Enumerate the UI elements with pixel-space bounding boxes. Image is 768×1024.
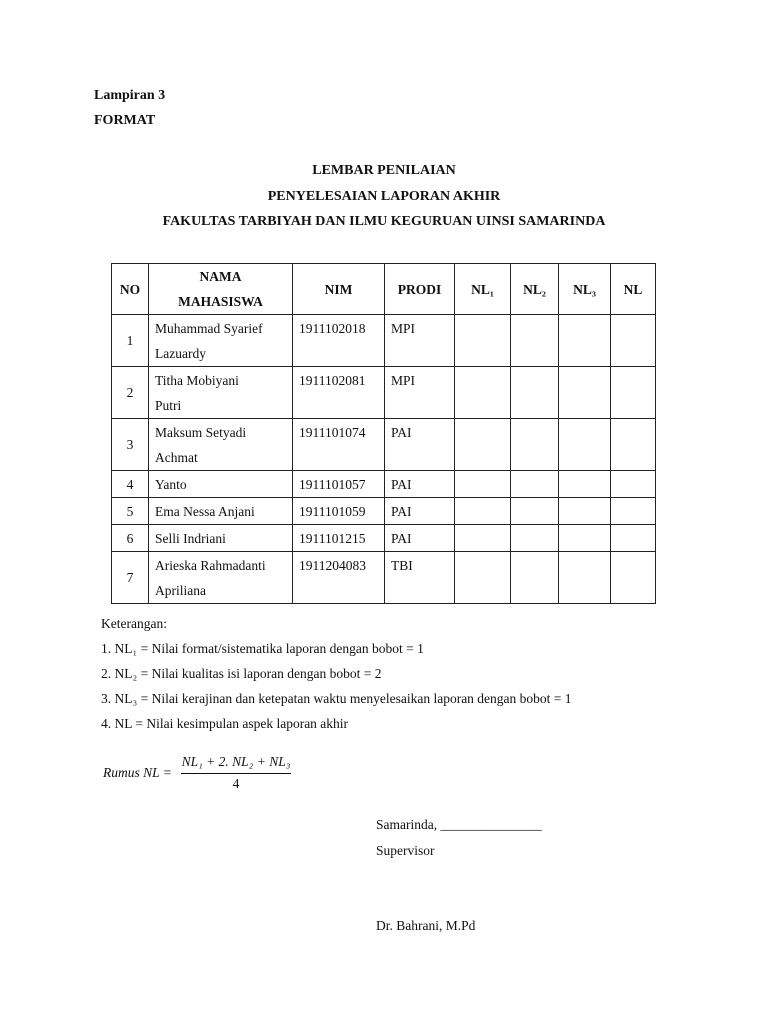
row-name <box>149 498 293 525</box>
row-nl1 <box>455 419 511 471</box>
table-row <box>112 552 656 604</box>
document-faculty: FAKULTAS TARBIYAH DAN ILMU KEGURUAN UINSI SAMARINDA <box>162 214 606 229</box>
row-no: 3 <box>112 419 149 471</box>
row-prodi: PAI <box>385 498 455 525</box>
row-name-line1: Yanto <box>155 477 187 492</box>
col-nim: NIM <box>293 264 385 315</box>
row-no: 1 <box>112 315 149 367</box>
row-name <box>149 367 293 419</box>
table-row <box>112 315 656 367</box>
row-nl <box>611 471 656 498</box>
col-nama <box>149 264 293 315</box>
row-no: 7 <box>112 552 149 604</box>
row-prodi: PAI <box>385 471 455 498</box>
row-name <box>149 471 293 498</box>
row-prodi: TBI <box>385 552 455 604</box>
row-nl1 <box>455 525 511 552</box>
signature-place: Samarinda, _______________ <box>376 817 542 832</box>
note-item: 3. NL₃ = Nilai kerajinan dan ketepatan waktu menyelesaikan laporan dengan bobot = 1 <box>101 691 572 706</box>
col-nama-line1: NAMA <box>199 269 242 284</box>
row-name-line2: Lazuardy <box>155 346 206 361</box>
table-row <box>112 367 656 419</box>
note-item: 1. NL₁ = Nilai format/sistematika laporan dengan bobot = 1 <box>101 641 424 656</box>
row-nl3 <box>559 367 611 419</box>
row-nl1 <box>455 498 511 525</box>
row-nl2 <box>511 498 559 525</box>
signature-name: Dr. Bahrani, M.Pd <box>376 918 476 933</box>
col-nl1: NL₁ <box>455 264 511 315</box>
row-nl1 <box>455 367 511 419</box>
row-nl3 <box>559 471 611 498</box>
row-nl3 <box>559 552 611 604</box>
row-name-line2: Achmat <box>155 450 198 465</box>
row-prodi: PAI <box>385 419 455 471</box>
row-name <box>149 552 293 604</box>
row-nim: 1911102081 <box>293 367 385 419</box>
row-nl3 <box>559 498 611 525</box>
row-nl <box>611 315 656 367</box>
table-row <box>112 419 656 471</box>
table-row <box>112 471 656 498</box>
formula-lhs: Rumus NL = <box>103 765 172 780</box>
row-nl3 <box>559 525 611 552</box>
row-nim: 1911101215 <box>293 525 385 552</box>
row-nl2 <box>511 367 559 419</box>
fraction-bar <box>181 773 291 774</box>
formula-denominator: 4 <box>232 776 240 791</box>
row-no: 6 <box>112 525 149 552</box>
col-no: NO <box>112 264 149 315</box>
row-nl2 <box>511 471 559 498</box>
row-no: 5 <box>112 498 149 525</box>
row-prodi: MPI <box>385 315 455 367</box>
row-nim: 1911101057 <box>293 471 385 498</box>
row-nl3 <box>559 419 611 471</box>
row-nl <box>611 498 656 525</box>
row-nim: 1911101059 <box>293 498 385 525</box>
row-nim: 1911204083 <box>293 552 385 604</box>
row-nl2 <box>511 315 559 367</box>
row-name-line1: Ema Nessa Anjani <box>155 504 255 519</box>
row-prodi: MPI <box>385 367 455 419</box>
col-nl: NL <box>611 264 656 315</box>
row-nl2 <box>511 552 559 604</box>
row-name <box>149 419 293 471</box>
col-nl3: NL₃ <box>559 264 611 315</box>
document-title: LEMBAR PENILAIAN <box>312 163 456 178</box>
notes-section <box>101 611 572 736</box>
row-name <box>149 315 293 367</box>
row-name-line1: Arieska Rahmadanti <box>155 558 266 573</box>
row-nl1 <box>455 552 511 604</box>
row-nim: 1911101074 <box>293 419 385 471</box>
row-no: 4 <box>112 471 149 498</box>
formula-numerator: NL₁ + 2. NL₂ + NL₃ <box>181 754 291 769</box>
row-nim: 1911102018 <box>293 315 385 367</box>
row-name-line1: Selli Indriani <box>155 531 226 546</box>
table-row <box>112 498 656 525</box>
table-row <box>112 525 656 552</box>
row-nl1 <box>455 315 511 367</box>
row-nl <box>611 367 656 419</box>
note-item: 4. NL = Nilai kesimpulan aspek laporan akhir <box>101 716 349 731</box>
table-header-row <box>112 264 656 315</box>
row-nl <box>611 419 656 471</box>
row-nl <box>611 525 656 552</box>
col-nl2: NL₂ <box>511 264 559 315</box>
row-nl2 <box>511 419 559 471</box>
row-no: 2 <box>112 367 149 419</box>
row-name-line1: Muhammad Syarief <box>155 321 263 336</box>
col-nama-line2: MAHASISWA <box>178 294 263 309</box>
row-nl1 <box>455 471 511 498</box>
row-name-line1: Titha Mobiyani <box>155 373 239 388</box>
row-nl2 <box>511 525 559 552</box>
row-prodi: PAI <box>385 525 455 552</box>
row-nl <box>611 552 656 604</box>
row-name-line2: Putri <box>155 398 182 413</box>
document-subtitle: PENYELESAIAN LAPORAN AKHIR <box>267 189 501 204</box>
row-name-line2: Apriliana <box>155 583 206 598</box>
row-name-line1: Maksum Setyadi <box>155 425 247 440</box>
notes-heading: Keterangan: <box>101 616 167 631</box>
format-label: FORMAT <box>94 113 156 128</box>
note-item: 2. NL₂ = Nilai kualitas isi laporan dengan bobot = 2 <box>101 666 382 681</box>
signature-role: Supervisor <box>376 843 435 858</box>
col-prodi: PRODI <box>385 264 455 315</box>
appendix-label: Lampiran 3 <box>94 88 166 103</box>
row-name <box>149 525 293 552</box>
assessment-table <box>111 263 656 604</box>
row-nl3 <box>559 315 611 367</box>
